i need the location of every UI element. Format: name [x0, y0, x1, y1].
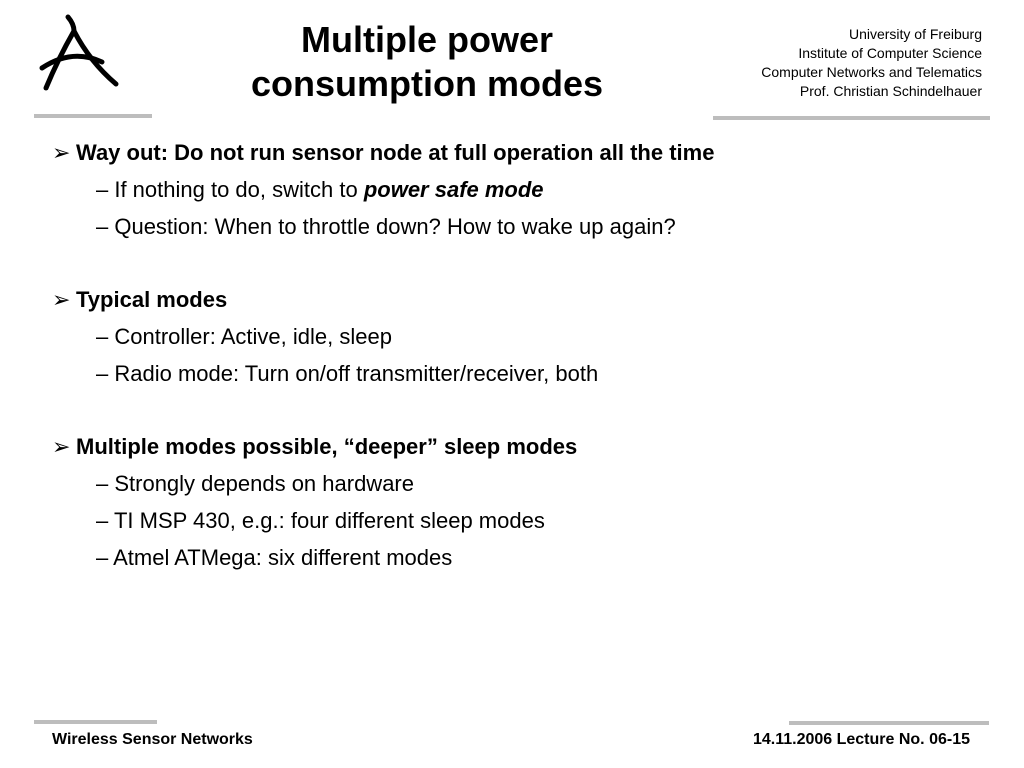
- title-line-2: consumption modes: [250, 63, 604, 104]
- affiliation-block: [761, 25, 982, 101]
- arrow-bullet-icon: ➢: [52, 434, 71, 459]
- sub-item: – TI MSP 430, e.g.: four different sleep modes: [96, 508, 545, 533]
- antenna-logo-icon: [38, 14, 122, 96]
- arrow-bullet-icon: ➢: [52, 287, 71, 312]
- footer-rule-left: [34, 720, 157, 724]
- title-line-1: Multiple power: [301, 19, 553, 60]
- sub-item: – Strongly depends on hardware: [96, 471, 414, 496]
- affiliation-group: Computer Networks and Telematics: [761, 64, 982, 80]
- arrow-bullet-icon: ➢: [52, 140, 71, 165]
- header-rule-left: [34, 114, 152, 118]
- affiliation-professor: Prof. Christian Schindelhauer: [799, 83, 982, 99]
- sub-item-emphasis: power safe mode: [363, 177, 544, 202]
- sub-item: [52, 171, 992, 208]
- header-rule-right: [713, 116, 990, 120]
- slide-content: [52, 134, 992, 576]
- footer-course-title: Wireless Sensor Networks: [52, 731, 253, 748]
- bullet-heading: Multiple modes possible, “deeper” sleep modes: [76, 434, 578, 459]
- sub-item: – Controller: Active, idle, sleep: [96, 324, 392, 349]
- bullet-heading: Typical modes: [76, 287, 228, 312]
- sub-item: – Radio mode: Turn on/off transmitter/receiver, both: [96, 361, 599, 386]
- sub-item: – Question: When to throttle down? How to wake up again?: [96, 214, 676, 239]
- affiliation-university: University of Freiburg: [848, 26, 982, 42]
- bullet-heading: Way out: Do not run sensor node at full operation all the time: [76, 140, 715, 165]
- bullet-way-out: [52, 134, 992, 171]
- affiliation-institute: Institute of Computer Science: [798, 45, 982, 61]
- bullet-typical-modes: [52, 281, 992, 318]
- footer-lecture-info: 14.11.2006 Lecture No. 06-15: [752, 731, 970, 748]
- sub-item: – Atmel ATMega: six different modes: [96, 545, 453, 570]
- footer-rule-right: [789, 721, 989, 725]
- bullet-multiple-modes: [52, 428, 992, 465]
- page-title: [212, 18, 642, 106]
- sub-item-text: – If nothing to do, switch to: [96, 177, 364, 202]
